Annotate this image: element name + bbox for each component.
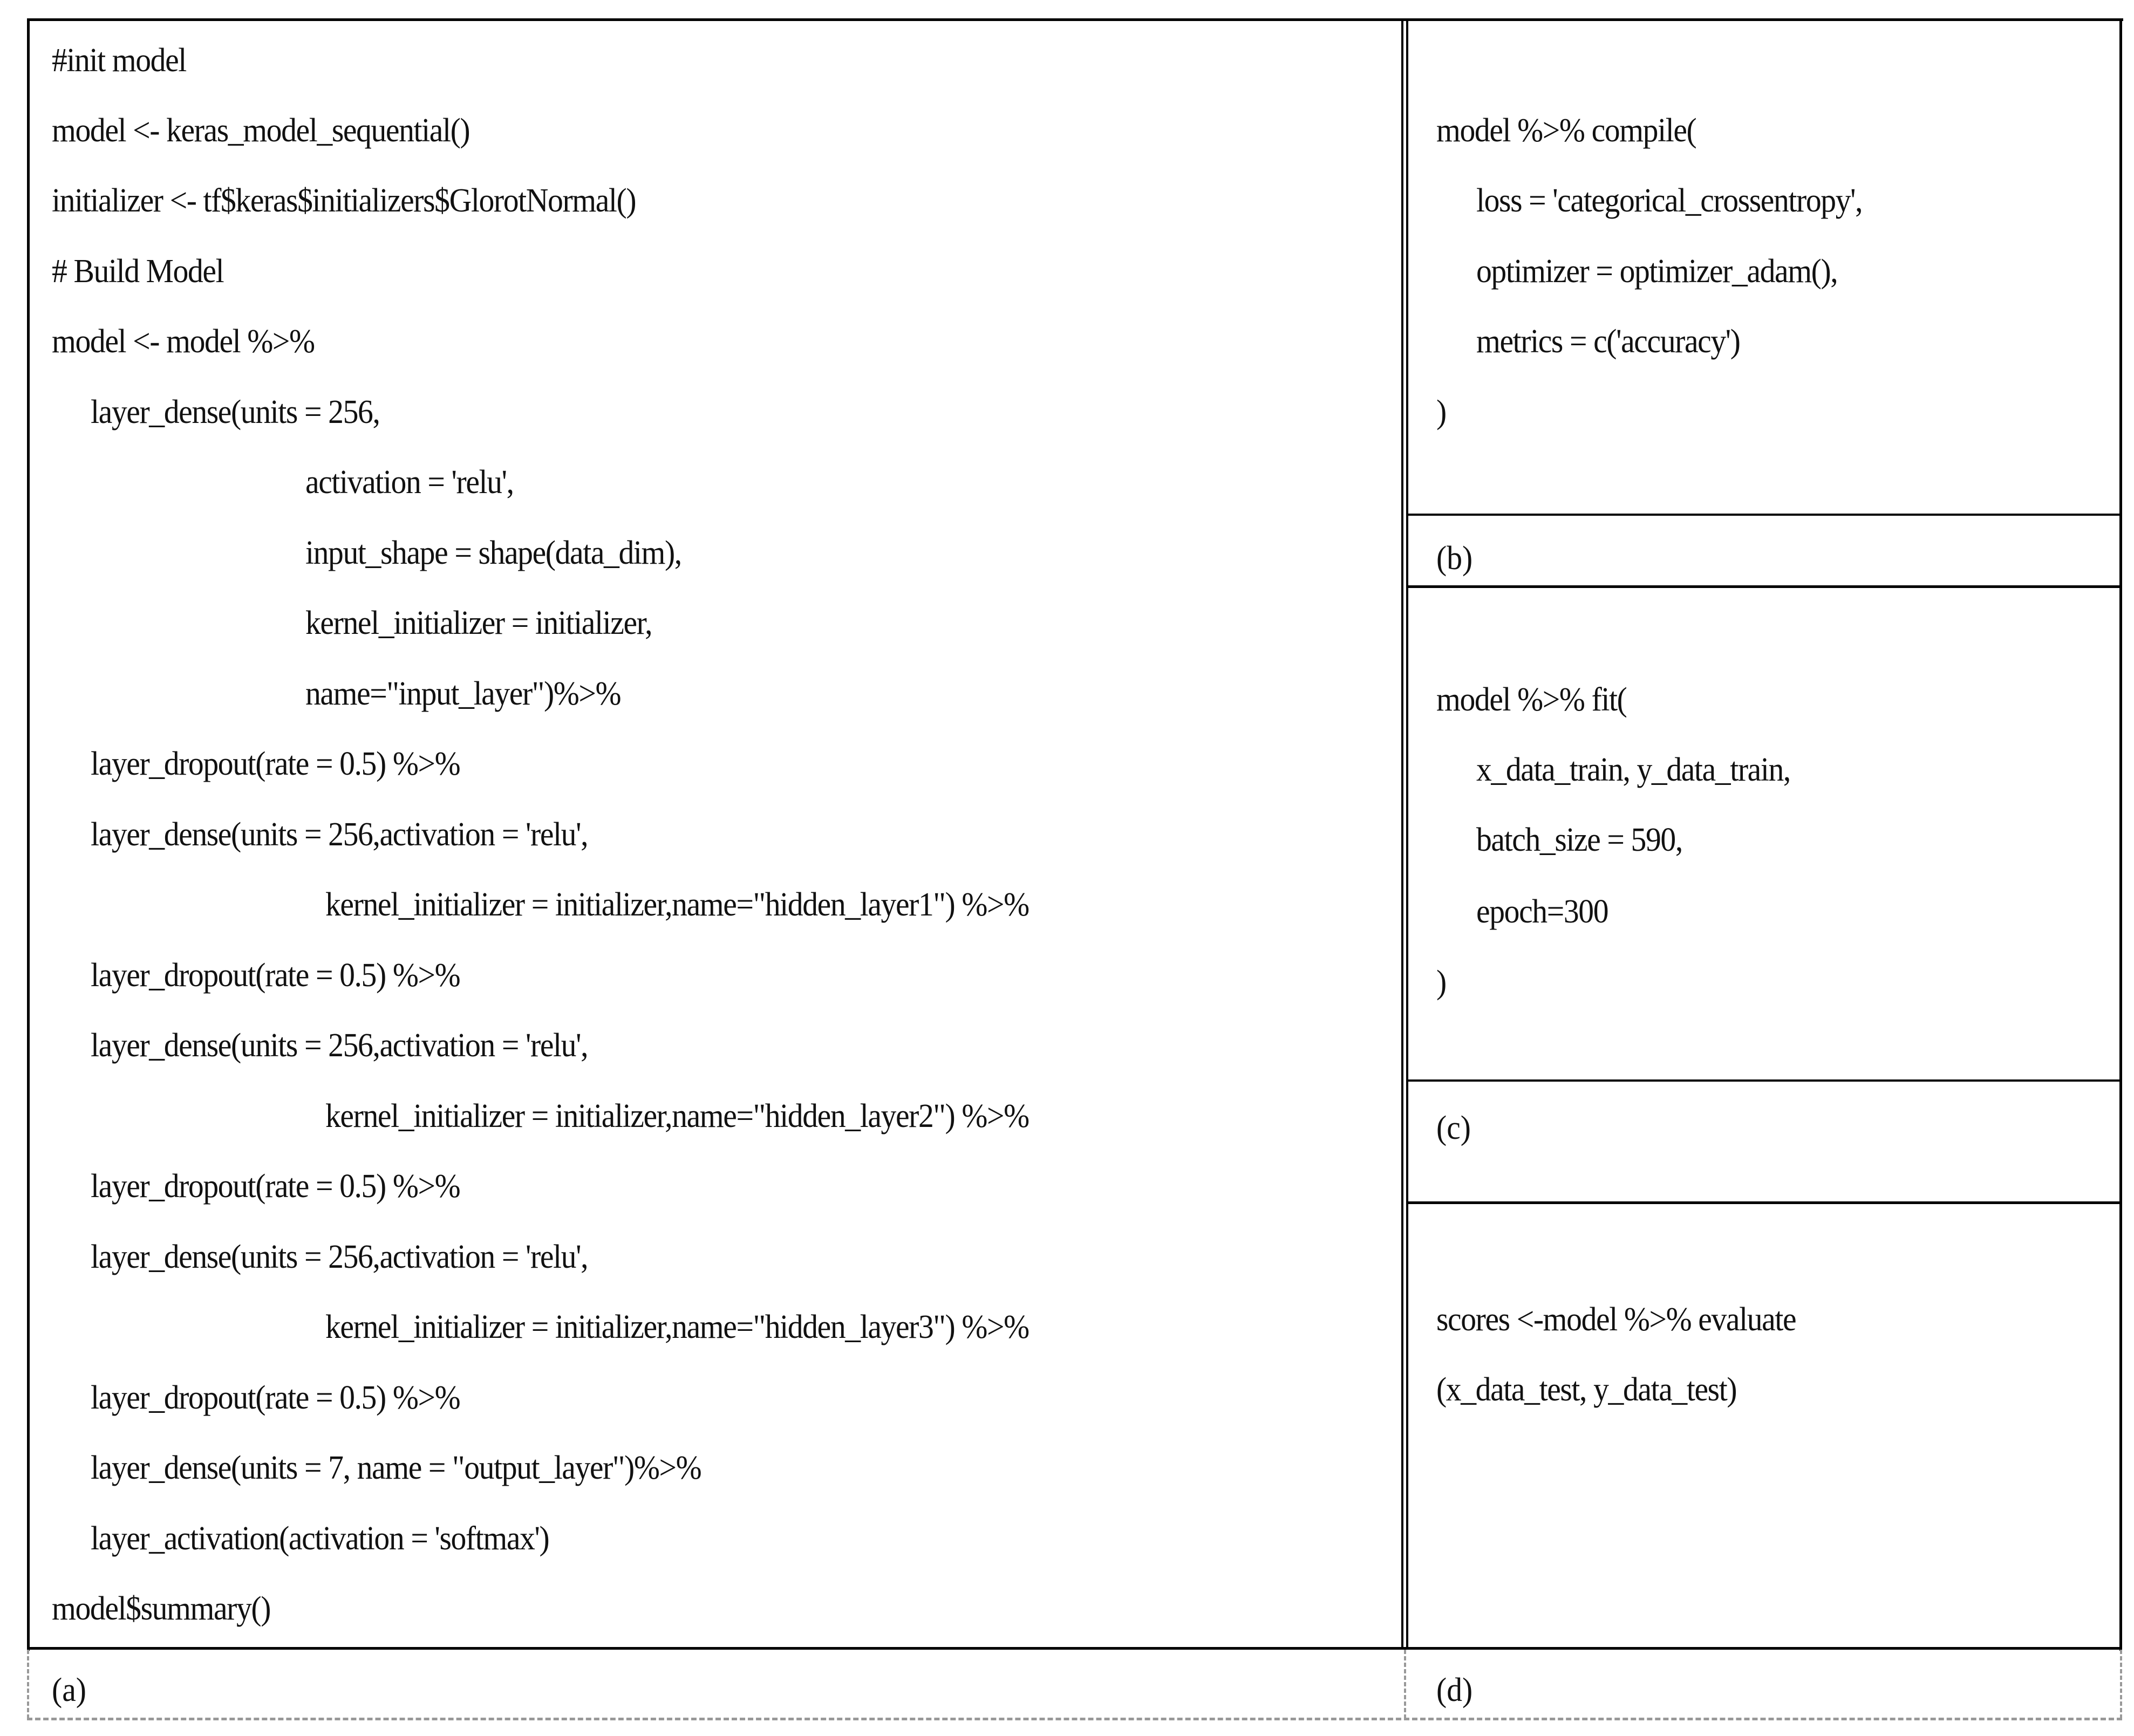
code-line: metrics = c('accuracy') — [1476, 323, 1740, 360]
code-line: activation = 'relu', — [305, 464, 514, 501]
code-line: kernel_initializer = initializer, — [305, 605, 652, 641]
column-divider-right — [1406, 18, 1408, 1650]
caption-row-right-border — [2120, 1650, 2122, 1719]
code-line: model <- model %>% — [52, 323, 315, 360]
code-line: model %>% compile( — [1436, 112, 1696, 149]
caption-row-divider — [1404, 1650, 1406, 1719]
code-line: x_data_train, y_data_train, — [1476, 751, 1790, 788]
code-line: #init model — [52, 42, 186, 79]
code-line: layer_dense(units = 256,activation = 'relu', — [91, 1027, 588, 1064]
code-line: initializer <- tf$keras$initializers$GlorotNormal() — [52, 182, 636, 219]
code-line: input_shape = shape(data_dim), — [305, 535, 681, 571]
main-bottom-border — [27, 1647, 2122, 1650]
code-line: layer_dense(units = 256,activation = 'relu', — [91, 1239, 588, 1275]
code-line: scores <-model %>% evaluate — [1436, 1301, 1796, 1338]
top-border — [27, 18, 2123, 21]
caption-row-bottom-border — [27, 1718, 2122, 1720]
panel-b-bottom-rule — [1408, 585, 2121, 588]
code-line: layer_dropout(rate = 0.5) %>% — [91, 957, 460, 994]
panel-d-caption: (d) — [1436, 1672, 1473, 1708]
code-line: model %>% fit( — [1436, 681, 1627, 718]
panel-b-caption: (b) — [1436, 540, 1473, 577]
code-line: layer_dense(units = 7, name = "output_layer")%>% — [91, 1450, 701, 1486]
code-line: kernel_initializer = initializer,name="hidden_layer3") %>% — [325, 1309, 1029, 1345]
code-line: model$summary() — [52, 1590, 271, 1627]
right-border — [2119, 18, 2122, 1651]
caption-row-left-border — [27, 1650, 29, 1719]
code-line: batch_size = 590, — [1476, 822, 1682, 858]
panel-b-top-rule — [1408, 514, 2121, 516]
code-line: model <- keras_model_sequential() — [52, 112, 470, 149]
code-line: layer_dropout(rate = 0.5) %>% — [91, 1168, 460, 1205]
code-line: kernel_initializer = initializer,name="hidden_layer2") %>% — [325, 1098, 1029, 1134]
code-line: # Build Model — [52, 253, 224, 290]
code-line: ) — [1436, 394, 1446, 430]
code-line: layer_activation(activation = 'softmax') — [91, 1520, 549, 1557]
code-line: ) — [1436, 964, 1446, 1001]
panel-a-caption: (a) — [52, 1672, 86, 1708]
panel-c-top-rule — [1408, 1079, 2121, 1082]
code-line: layer_dropout(rate = 0.5) %>% — [91, 746, 460, 782]
code-line: kernel_initializer = initializer,name="hidden_layer1") %>% — [325, 886, 1029, 923]
code-line: epoch=300 — [1476, 893, 1608, 930]
code-line: layer_dense(units = 256, — [91, 394, 380, 430]
code-line: layer_dense(units = 256,activation = 'relu', — [91, 816, 588, 853]
code-line: name="input_layer")%>% — [305, 675, 621, 712]
column-divider-left — [1401, 18, 1403, 1650]
code-line: loss = 'categorical_crossentropy', — [1476, 182, 1863, 219]
panel-c-caption: (c) — [1436, 1110, 1471, 1146]
panel-c-bottom-rule — [1408, 1201, 2121, 1204]
code-line: (x_data_test, y_data_test) — [1436, 1371, 1737, 1408]
code-line: optimizer = optimizer_adam(), — [1476, 253, 1838, 290]
left-border — [27, 18, 30, 1651]
code-line: layer_dropout(rate = 0.5) %>% — [91, 1379, 460, 1416]
